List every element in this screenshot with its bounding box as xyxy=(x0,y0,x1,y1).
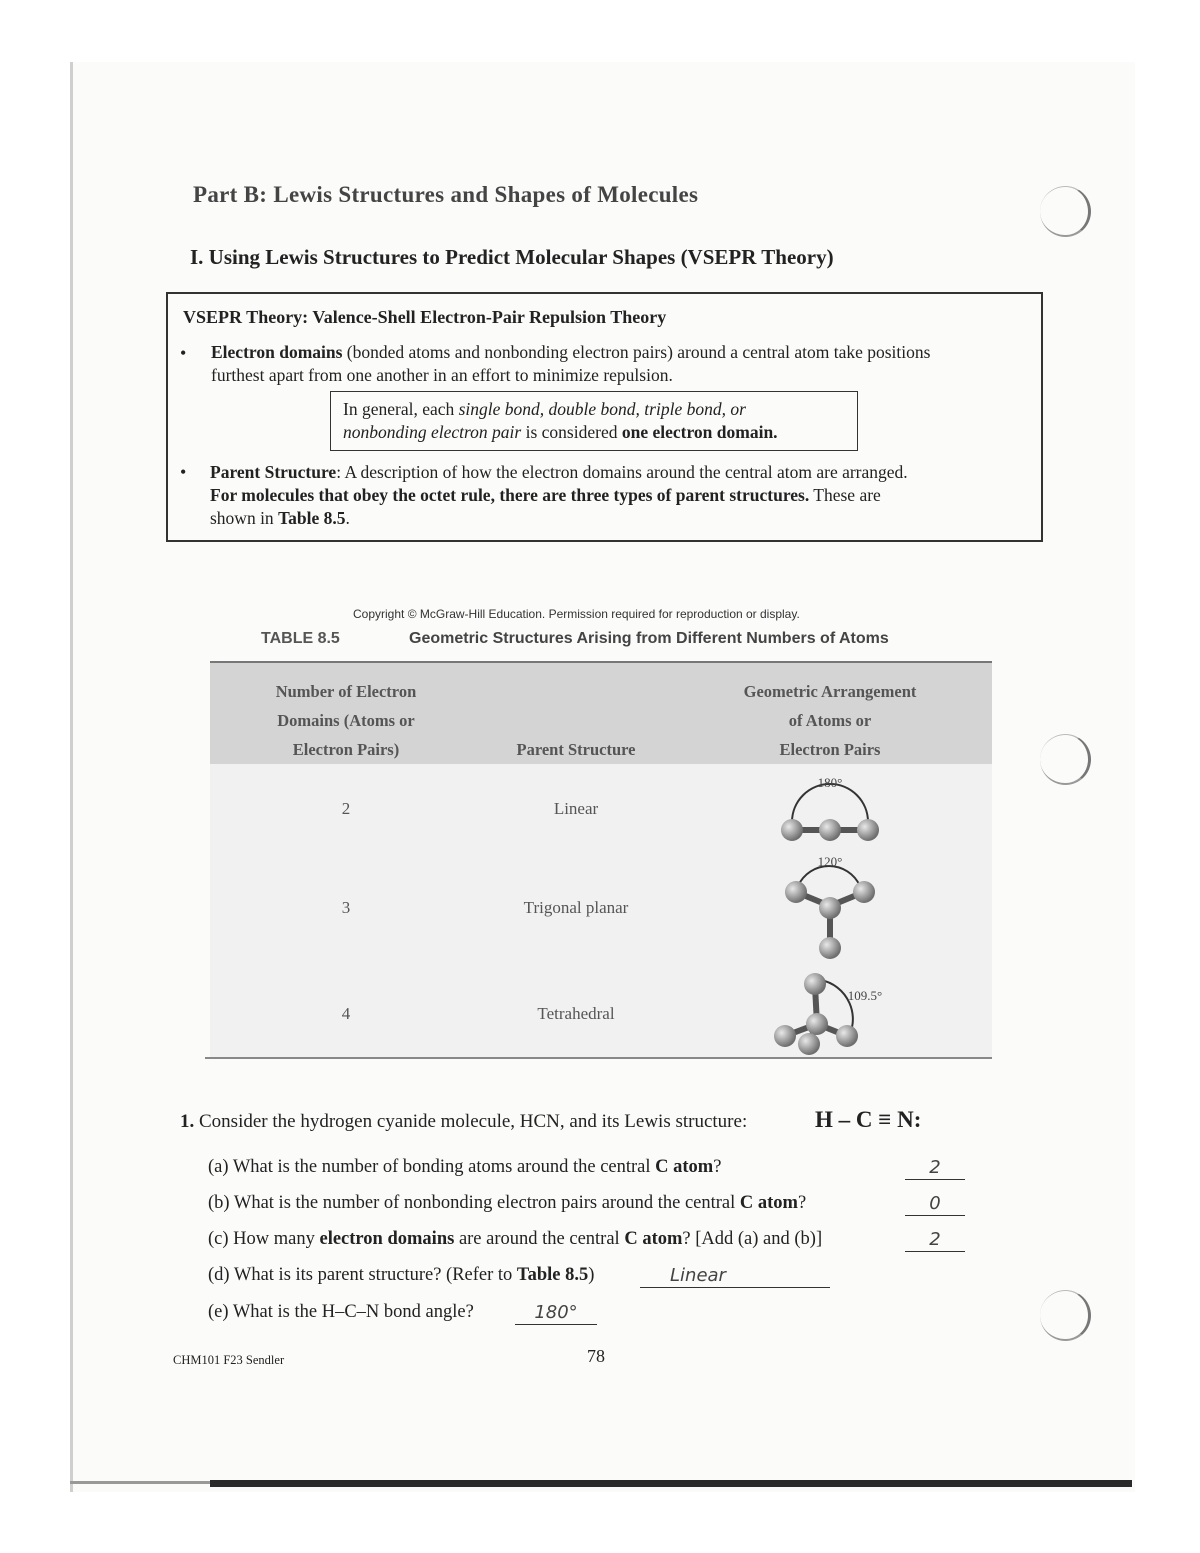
q1c-post: ? [Add (a) and (b)] xyxy=(682,1229,823,1249)
question-1a xyxy=(208,1157,721,1178)
header-col1-line1: Number of Electron xyxy=(275,682,417,701)
header-col1-line2: Domains (Atoms or xyxy=(277,711,415,730)
angle-label-180: 180° xyxy=(817,775,843,790)
trigonal-planar-model-diagram xyxy=(770,848,890,963)
q1c-answer-field[interactable] xyxy=(905,1229,965,1252)
row-trigonal-domains: 3 xyxy=(341,898,351,917)
bullet1-text: (bonded atoms and nonbonding electron pairs) around a central atom take positions xyxy=(342,342,931,362)
header-col3-line2: of Atoms or xyxy=(788,711,872,730)
punch-hole xyxy=(1040,734,1091,785)
q1c-bold: electron domains xyxy=(319,1229,455,1249)
bullet1-line2: furthest apart from one another in an effort to minimize repulsion. xyxy=(211,365,673,385)
question-1e xyxy=(208,1302,474,1323)
bullet-parent-structure xyxy=(210,461,1040,530)
question-1b xyxy=(208,1193,806,1214)
q1b-answer: 0 xyxy=(929,1193,941,1214)
q1e-text: What is the H–C–N bond angle? xyxy=(232,1302,474,1322)
header-col1-line3: Electron Pairs) xyxy=(292,740,400,759)
linear-model-diagram xyxy=(770,770,890,850)
q1a-text: What is the number of bonding atoms around the central xyxy=(232,1157,656,1177)
q1e-answer: 180° xyxy=(534,1302,578,1323)
row-linear-structure: Linear xyxy=(553,799,599,818)
header-col3-line3: Electron Pairs xyxy=(779,740,881,759)
note-prefix: In general, each xyxy=(343,399,459,419)
part-title: Part B: Lewis Structures and Shapes of Molecules xyxy=(193,182,699,207)
note-middle: is considered xyxy=(521,422,622,442)
row-tetrahedral-structure: Tetrahedral xyxy=(537,1004,615,1023)
q1d-answer: Linear xyxy=(670,1265,726,1286)
q1d-post: ) xyxy=(588,1265,595,1285)
paper-edge xyxy=(70,1481,210,1484)
bullet-marker: • xyxy=(180,462,187,482)
q1d-answer-field[interactable] xyxy=(640,1265,830,1288)
q1a-answer-field[interactable] xyxy=(905,1157,965,1180)
q1c-bold2: C atom xyxy=(624,1229,683,1249)
angle-label-109: 109.5° xyxy=(847,988,883,1003)
bullet2-line2-bold: For molecules that obey the octet rule, there are three types of parent structures. xyxy=(210,485,810,505)
bullet2-text: : A description of how the electron domains around the central atom are arranged. xyxy=(336,462,908,482)
q1b-bold: C atom xyxy=(739,1193,798,1213)
question-1-number: 1. xyxy=(180,1111,195,1132)
row-tetrahedral-domains: 4 xyxy=(341,1004,351,1023)
bullet-marker: • xyxy=(180,343,187,363)
question-1c xyxy=(208,1229,822,1250)
electron-domain-note-box xyxy=(330,391,858,451)
q1c-answer: 2 xyxy=(929,1229,941,1250)
note-italic1: single bond, double bond, triple bond, or xyxy=(458,399,746,419)
bullet2-line3-prefix: shown in xyxy=(210,508,279,528)
q1a-bold: C atom xyxy=(655,1157,714,1177)
row-linear-domains: 2 xyxy=(341,799,351,818)
table-bottom-rule xyxy=(205,1057,992,1059)
bullet1-bold: Electron domains xyxy=(211,342,343,362)
section-title: I. Using Lewis Structures to Predict Molecular Shapes (VSEPR Theory) xyxy=(190,245,834,269)
q1c-text: How many xyxy=(233,1229,320,1249)
punch-hole xyxy=(1040,1290,1091,1341)
header-col3-line1: Geometric Arrangement xyxy=(743,682,917,701)
q1e-answer-field[interactable] xyxy=(515,1302,597,1325)
row-trigonal-structure: Trigonal planar xyxy=(523,898,629,917)
angle-label-120: 120° xyxy=(817,854,843,869)
header-parent-structure: Parent Structure xyxy=(516,740,636,759)
question-1 xyxy=(180,1111,747,1133)
bullet-electron-domains xyxy=(211,341,1041,387)
q1b-answer-field[interactable] xyxy=(905,1193,965,1216)
punch-hole xyxy=(1040,186,1091,237)
note-italic2: nonbonding electron pair xyxy=(343,422,522,442)
bullet2-line2-rest: These are xyxy=(809,485,881,505)
q1d-label: (d) xyxy=(208,1265,230,1285)
copyright-notice: Copyright © McGraw-Hill Education. Permission required for reproduction or display. xyxy=(353,607,800,621)
course-footer: CHM101 F23 Sendler xyxy=(173,1353,285,1367)
q1a-answer: 2 xyxy=(929,1157,941,1178)
header-geometric-arrangement xyxy=(710,677,950,764)
q1a-label: (a) xyxy=(208,1157,229,1177)
q1d-bold: Table 8.5 xyxy=(516,1265,589,1285)
bullet2-bold: Parent Structure xyxy=(210,462,337,482)
tetrahedral-model-diagram xyxy=(765,968,905,1056)
header-electron-domains xyxy=(236,677,456,764)
bullet2-line3-end: . xyxy=(345,508,350,528)
table-label: TABLE 8.5 xyxy=(261,630,340,647)
q1d-text: What is its parent structure? (Refer to xyxy=(233,1265,517,1285)
note-bold: one electron domain. xyxy=(621,422,778,442)
q1b-label: (b) xyxy=(208,1193,230,1213)
question-1-text: Consider the hydrogen cyanide molecule, HCN, and its Lewis structure: xyxy=(199,1111,748,1132)
hcn-lewis-structure: H – C ≡ N: xyxy=(815,1107,922,1132)
q1c-mid: are around the central xyxy=(454,1229,625,1249)
vsepr-box-title: VSEPR Theory: Valence-Shell Electron-Pair Repulsion Theory xyxy=(183,307,667,327)
q1a-post: ? xyxy=(713,1157,722,1177)
q1e-label: (e) xyxy=(208,1302,229,1322)
page-number: 78 xyxy=(587,1346,605,1366)
bullet2-line3-bold: Table 8.5 xyxy=(278,508,346,528)
paper-edge-shadow xyxy=(210,1480,1132,1487)
q1b-post: ? xyxy=(797,1193,807,1213)
q1b-text: What is the number of nonbonding electron pairs around the central xyxy=(233,1193,740,1213)
question-1d xyxy=(208,1265,594,1286)
table-caption: Geometric Structures Arising from Different Numbers of Atoms xyxy=(409,630,889,647)
q1c-label: (c) xyxy=(208,1229,229,1249)
